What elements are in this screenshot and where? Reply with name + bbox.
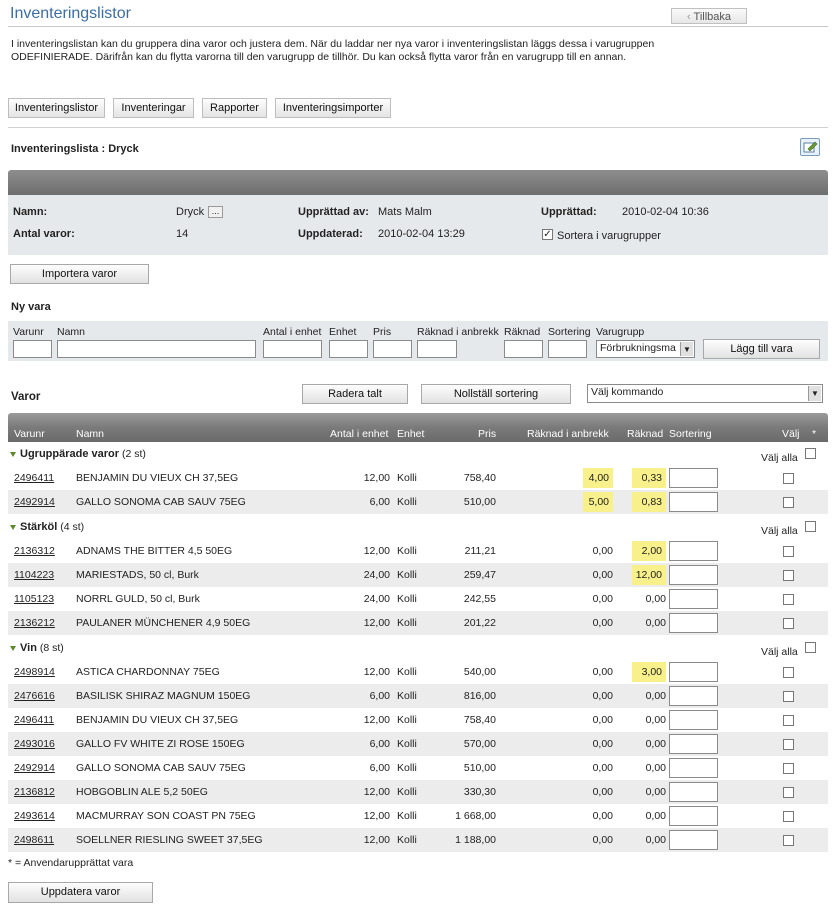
col-varunr[interactable]: Varunr <box>14 428 45 440</box>
table-row <box>8 611 828 635</box>
item-name: NORRL GULD, 50 cl, Burk <box>76 593 200 605</box>
col-anbrekk[interactable]: Räknad i anbrekk <box>527 428 609 440</box>
item-select-checkbox[interactable] <box>783 811 794 822</box>
varor-heading: Varor <box>11 391 41 403</box>
nav-inventeringar-button[interactable]: Inventeringar <box>113 98 194 118</box>
table-row <box>8 756 828 780</box>
item-name: ADNAMS THE BITTER 4,5 50EG <box>76 545 233 557</box>
item-raknad: 0,00 <box>645 738 666 750</box>
item-number-link[interactable]: 2492914 <box>14 762 55 774</box>
new-namn-input[interactable] <box>57 340 256 358</box>
item-pris: 570,00 <box>463 738 496 750</box>
item-name: SOELLNER RIESLING SWEET 37,5EG <box>76 834 263 846</box>
item-raknad: 0,83 <box>632 492 666 512</box>
item-name: MARIESTADS, 50 cl, Burk <box>76 569 199 581</box>
item-raknad: 0,00 <box>645 593 666 605</box>
import-items-button[interactable]: Importera varor <box>10 264 149 284</box>
table-row <box>8 708 828 732</box>
group-title[interactable] <box>10 515 84 539</box>
group-count: (4 st) <box>60 521 85 533</box>
item-pris: 259,47 <box>463 569 496 581</box>
item-anbrekk: 0,00 <box>592 690 613 702</box>
table-row <box>8 563 828 587</box>
created-value: 2010-02-04 10:36 <box>622 206 709 218</box>
item-antal: 12,00 <box>363 472 390 484</box>
item-antal: 12,00 <box>363 786 390 798</box>
intro-text: I inventeringslistan kan du gruppera dina varor och justera dem. När du laddar ner nya varor i inventeringslistan läggs dessa i varugruppen ODEFINIERADE. Därifrån kan du flytta varorna till den varugrupp de tillhör. Du kan också flytta varor från en varugrupp till en annan. <box>11 38 655 63</box>
item-anbrekk: 0,00 <box>592 714 613 726</box>
new-raknad-label: Räknad <box>504 326 541 338</box>
updated-label: Uppdaterad: <box>298 228 363 240</box>
item-number-link[interactable]: 1104223 <box>14 569 55 581</box>
new-antal-input[interactable] <box>263 340 322 358</box>
footnote: * = Anvendarupprättat vara <box>8 857 134 869</box>
item-enhet: Kolli <box>397 834 417 846</box>
select-all-checkbox[interactable] <box>805 521 816 532</box>
new-varugrupp-value: Förbrukningsma <box>600 342 676 354</box>
table-row <box>8 466 828 490</box>
item-anbrekk: 0,00 <box>592 569 613 581</box>
reset-sort-button[interactable]: Nollställ sortering <box>421 384 571 404</box>
item-sort-input[interactable] <box>669 734 718 754</box>
item-number-link[interactable]: 2136812 <box>14 786 55 798</box>
item-pris: 816,00 <box>463 690 496 702</box>
item-pris: 758,40 <box>463 714 496 726</box>
item-select-checkbox[interactable] <box>783 715 794 726</box>
update-items-button[interactable]: Uppdatera varor <box>8 882 153 903</box>
command-select[interactable] <box>587 384 823 403</box>
item-select-checkbox[interactable] <box>783 739 794 750</box>
name-label: Namn: <box>13 206 48 218</box>
item-raknad: 0,00 <box>645 810 666 822</box>
item-enhet: Kolli <box>397 690 417 702</box>
group-title[interactable] <box>10 636 64 660</box>
new-pris-input[interactable] <box>373 340 412 358</box>
item-enhet: Kolli <box>397 472 417 484</box>
item-raknad: 12,00 <box>632 565 666 585</box>
item-pris: 758,40 <box>463 472 496 484</box>
item-select-checkbox[interactable] <box>783 497 794 508</box>
item-enhet: Kolli <box>397 762 417 774</box>
chevron-down-icon: ▼ <box>680 342 693 356</box>
title-divider <box>8 26 828 27</box>
item-anbrekk: 0,00 <box>592 762 613 774</box>
item-sort-input[interactable] <box>669 806 718 826</box>
updated-value: 2010-02-04 13:29 <box>378 228 465 240</box>
item-select-checkbox[interactable] <box>783 667 794 678</box>
count-label: Antal varor: <box>13 228 75 240</box>
add-item-button[interactable]: Lägg till vara <box>703 339 820 359</box>
chevron-down-icon: ▼ <box>808 386 821 401</box>
item-antal: 6,00 <box>369 496 390 508</box>
item-enhet: Kolli <box>397 738 417 750</box>
item-enhet: Kolli <box>397 593 417 605</box>
col-pris[interactable]: Pris <box>478 428 497 440</box>
new-pris-label: Pris <box>373 326 392 338</box>
item-sort-input[interactable] <box>669 541 718 561</box>
edit-list-icon[interactable] <box>800 138 820 156</box>
expand-triangle-icon[interactable] <box>10 452 16 457</box>
back-button[interactable] <box>671 8 747 24</box>
group-name: Vin <box>20 642 37 654</box>
item-anbrekk: 0,00 <box>592 738 613 750</box>
new-anbrekk-label: Räknad i anbrekk <box>417 326 499 338</box>
new-antal-label: Antal i enhet <box>263 326 322 338</box>
item-pris: 540,00 <box>463 666 496 678</box>
item-enhet: Kolli <box>397 617 417 629</box>
group-count: (2 st) <box>121 448 146 460</box>
item-anbrekk: 0,00 <box>592 666 613 678</box>
nav-rapporter-button[interactable]: Rapporter <box>202 98 267 118</box>
sort-groups-label: Sortera i varugrupper <box>557 230 661 242</box>
item-number-link[interactable]: 2498611 <box>14 834 55 846</box>
select-all-checkbox[interactable] <box>805 448 816 459</box>
item-antal: 6,00 <box>369 738 390 750</box>
item-sort-input[interactable] <box>669 686 718 706</box>
group-header <box>8 636 828 660</box>
item-sort-input[interactable] <box>669 565 718 585</box>
list-info-panel <box>8 195 828 255</box>
table-row <box>8 660 828 684</box>
item-name: ASTICA CHARDONNAY 75EG <box>76 666 220 678</box>
col-valj: Välj <box>782 428 800 440</box>
chevron-left-icon: ‹ <box>686 11 694 23</box>
new-item-heading: Ny vara <box>11 301 51 313</box>
group-header <box>8 515 828 539</box>
item-raknad: 3,00 <box>632 662 666 682</box>
group-count: (8 st) <box>39 642 64 654</box>
new-sortering-input[interactable] <box>548 340 587 358</box>
item-pris: 510,00 <box>463 762 496 774</box>
list-title: Inventeringslista : Dryck <box>11 143 139 155</box>
command-select-value: Välj kommando <box>591 386 664 398</box>
item-pris: 201,22 <box>463 617 496 629</box>
group-title[interactable] <box>10 442 146 466</box>
item-number-link[interactable]: 2136312 <box>14 545 55 557</box>
item-anbrekk: 0,00 <box>592 593 613 605</box>
item-enhet: Kolli <box>397 496 417 508</box>
new-varunr-input[interactable] <box>13 340 52 358</box>
item-enhet: Kolli <box>397 714 417 726</box>
item-pris: 211,21 <box>464 545 496 557</box>
select-all-label: Välj alla <box>761 452 798 464</box>
select-all-label: Välj alla <box>761 525 798 537</box>
item-anbrekk: 0,00 <box>592 545 613 557</box>
table-row <box>8 539 828 563</box>
created-label: Upprättad: <box>541 206 597 218</box>
nav-divider <box>8 127 828 128</box>
item-antal: 6,00 <box>369 690 390 702</box>
delete-counted-button[interactable]: Radera talt <box>302 384 408 404</box>
item-raknad: 0,00 <box>645 714 666 726</box>
new-enhet-input[interactable] <box>329 340 368 358</box>
item-number-link[interactable]: 2493016 <box>14 738 55 750</box>
item-select-checkbox[interactable] <box>783 763 794 774</box>
nav-inventeringslistor-button[interactable]: Inventeringslistor <box>8 98 105 118</box>
item-select-checkbox[interactable] <box>783 787 794 798</box>
col-star: * <box>812 428 817 440</box>
item-sort-input[interactable] <box>669 589 718 609</box>
item-antal: 6,00 <box>369 762 390 774</box>
new-sortering-label: Sortering <box>548 326 591 338</box>
item-pris: 1 188,00 <box>455 834 496 846</box>
item-antal: 12,00 <box>363 545 390 557</box>
select-all-checkbox[interactable] <box>805 642 816 653</box>
item-name: GALLO SONOMA CAB SAUV 75EG <box>76 496 246 508</box>
expand-triangle-icon[interactable] <box>10 525 16 530</box>
item-name: BASILISK SHIRAZ MAGNUM 150EG <box>76 690 251 702</box>
new-varugrupp-label: Varugrupp <box>596 326 645 338</box>
item-enhet: Kolli <box>397 666 417 678</box>
item-raknad: 2,00 <box>632 541 666 561</box>
expand-triangle-icon[interactable] <box>10 646 16 651</box>
group-header <box>8 442 828 466</box>
item-anbrekk: 4,00 <box>583 468 613 488</box>
item-select-checkbox[interactable] <box>783 835 794 846</box>
created-by-label: Upprättad av: <box>298 206 369 218</box>
item-enhet: Kolli <box>397 786 417 798</box>
item-sort-input[interactable] <box>669 492 718 512</box>
table-row <box>8 490 828 514</box>
item-number-link[interactable]: 2476616 <box>14 690 55 702</box>
table-row <box>8 684 828 708</box>
item-antal: 12,00 <box>363 617 390 629</box>
item-sort-input[interactable] <box>669 468 718 488</box>
item-anbrekk: 0,00 <box>592 810 613 822</box>
new-namn-label: Namn <box>57 326 86 338</box>
new-varunr-label: Varunr <box>13 326 44 338</box>
item-number-link[interactable]: 2492914 <box>14 496 55 508</box>
item-name: BENJAMIN DU VIEUX CH 37,5EG <box>76 714 239 726</box>
item-raknad: 0,00 <box>645 786 666 798</box>
item-enhet: Kolli <box>397 569 417 581</box>
item-anbrekk: 0,00 <box>592 834 613 846</box>
col-raknad[interactable]: Räknad <box>627 428 664 440</box>
item-anbrekk: 5,00 <box>583 492 613 512</box>
item-number-link[interactable]: 2498914 <box>14 666 55 678</box>
item-number-link[interactable]: 2136212 <box>14 617 55 629</box>
item-select-checkbox[interactable] <box>783 691 794 702</box>
item-raknad: 0,00 <box>645 834 666 846</box>
item-anbrekk: 0,00 <box>592 617 613 629</box>
item-antal: 24,00 <box>363 593 390 605</box>
group-name: Stärköl <box>20 521 58 533</box>
item-number-link[interactable]: 1105123 <box>14 593 55 605</box>
item-antal: 12,00 <box>363 810 390 822</box>
name-value: Dryck <box>176 206 205 218</box>
new-enhet-label: Enhet <box>329 326 357 338</box>
item-pris: 330,30 <box>463 786 496 798</box>
item-sort-input[interactable] <box>669 782 718 802</box>
back-button-label: Tillbaka <box>693 11 732 23</box>
table-row <box>8 780 828 804</box>
item-sort-input[interactable] <box>669 613 718 633</box>
item-raknad: 0,00 <box>645 690 666 702</box>
sort-groups-checkbox[interactable]: ✓ <box>543 229 552 240</box>
item-sort-input[interactable] <box>669 662 718 682</box>
col-namn[interactable]: Namn <box>76 428 105 440</box>
item-enhet: Kolli <box>397 810 417 822</box>
item-raknad: 0,33 <box>632 468 666 488</box>
item-name: PAULANER MÜNCHENER 4,9 50EG <box>76 617 251 629</box>
item-select-checkbox[interactable] <box>783 546 794 557</box>
info-header-bar <box>8 170 828 195</box>
item-anbrekk: 0,00 <box>592 786 613 798</box>
item-pris: 1 668,00 <box>455 810 496 822</box>
item-select-checkbox[interactable] <box>783 618 794 629</box>
item-antal: 24,00 <box>363 569 390 581</box>
item-raknad: 0,00 <box>645 762 666 774</box>
item-name: MACMURRAY SON COAST PN 75EG <box>76 810 256 822</box>
item-number-link[interactable]: 2496411 <box>14 714 55 726</box>
item-name: HOBGOBLIN ALE 5,2 50EG <box>76 786 208 798</box>
page-title: Inventeringslistor <box>10 5 131 22</box>
new-raknad-input[interactable] <box>504 340 543 358</box>
item-select-checkbox[interactable] <box>783 594 794 605</box>
col-enhet[interactable]: Enhet <box>397 428 425 440</box>
rename-button[interactable]: ... <box>208 206 223 218</box>
item-enhet: Kolli <box>397 545 417 557</box>
item-antal: 12,00 <box>363 714 390 726</box>
item-sort-input[interactable] <box>669 830 718 850</box>
table-row <box>8 828 828 852</box>
item-select-checkbox[interactable] <box>783 570 794 581</box>
item-sort-input[interactable] <box>669 758 718 778</box>
item-pris: 510,00 <box>463 496 496 508</box>
item-number-link[interactable]: 2496411 <box>14 472 55 484</box>
count-value: 14 <box>176 228 189 240</box>
table-row <box>8 732 828 756</box>
item-number-link[interactable]: 2493614 <box>14 810 55 822</box>
col-antal[interactable]: Antal i enhet <box>330 428 389 440</box>
item-antal: 12,00 <box>363 834 390 846</box>
item-name: GALLO SONOMA CAB SAUV 75EG <box>76 762 246 774</box>
new-varugrupp-select[interactable] <box>596 340 695 358</box>
created-by-value: Mats Malm <box>378 206 432 218</box>
nav-inventeringsimporter-button[interactable]: Inventeringsimporter <box>275 98 391 118</box>
table-row <box>8 587 828 611</box>
select-all-label: Välj alla <box>761 646 798 658</box>
item-name: BENJAMIN DU VIEUX CH 37,5EG <box>76 472 239 484</box>
group-name: Ugruppärade varor <box>20 448 120 460</box>
item-pris: 242,55 <box>463 593 496 605</box>
item-antal: 12,00 <box>363 666 390 678</box>
col-sortering[interactable]: Sortering <box>669 428 712 440</box>
item-name: GALLO FV WHITE ZI ROSE 150EG <box>76 738 245 750</box>
table-row <box>8 804 828 828</box>
item-raknad: 0,00 <box>645 617 666 629</box>
item-sort-input[interactable] <box>669 710 718 730</box>
new-anbrekk-input[interactable] <box>417 340 457 358</box>
item-select-checkbox[interactable] <box>783 473 794 484</box>
